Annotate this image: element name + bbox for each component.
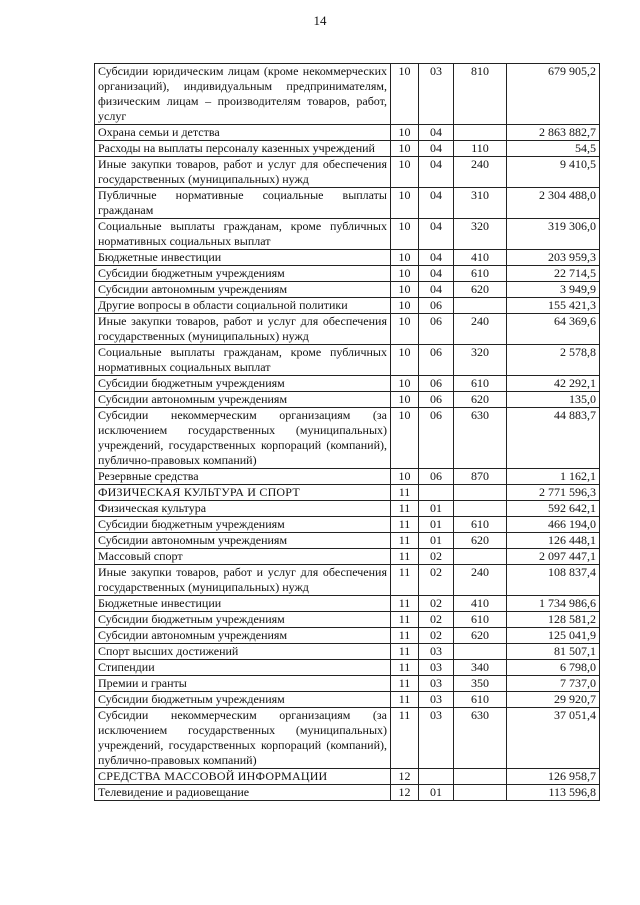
row-name: Субсидии некоммерческим организациям (за исключением государственных (муниципальных) учреждений, государственных корпораций (компаний), публично-правовых компаний) (95, 708, 391, 769)
row-expense-type-code: 410 (454, 596, 507, 612)
row-name: СРЕДСТВА МАССОВОЙ ИНФОРМАЦИИ (95, 769, 391, 785)
row-section-code: 10 (391, 469, 419, 485)
row-subsection-code: 04 (419, 250, 454, 266)
row-amount: 319 306,0 (507, 219, 600, 250)
row-expense-type-code (454, 501, 507, 517)
row-section-code: 10 (391, 188, 419, 219)
row-expense-type-code (454, 485, 507, 501)
row-name: Иные закупки товаров, работ и услуг для обеспечения государственных (муниципальных) нужд (95, 157, 391, 188)
row-expense-type-code: 320 (454, 345, 507, 376)
row-section-code: 12 (391, 785, 419, 801)
table-row (95, 565, 600, 596)
row-expense-type-code: 240 (454, 157, 507, 188)
row-expense-type-code: 620 (454, 628, 507, 644)
row-subsection-code: 06 (419, 376, 454, 392)
table-row (95, 376, 600, 392)
row-amount: 2 578,8 (507, 345, 600, 376)
row-section-code: 11 (391, 565, 419, 596)
row-expense-type-code: 110 (454, 141, 507, 157)
row-subsection-code: 03 (419, 660, 454, 676)
row-amount: 64 369,6 (507, 314, 600, 345)
row-expense-type-code: 620 (454, 533, 507, 549)
table-row (95, 141, 600, 157)
row-name: Премии и гранты (95, 676, 391, 692)
table-row (95, 188, 600, 219)
row-expense-type-code: 410 (454, 250, 507, 266)
table-row (95, 501, 600, 517)
row-subsection-code (419, 769, 454, 785)
row-section-code: 12 (391, 769, 419, 785)
row-amount: 679 905,2 (507, 64, 600, 125)
row-name: Массовый спорт (95, 549, 391, 565)
row-expense-type-code: 630 (454, 408, 507, 469)
row-amount: 466 194,0 (507, 517, 600, 533)
table-row (95, 408, 600, 469)
row-name: ФИЗИЧЕСКАЯ КУЛЬТУРА И СПОРТ (95, 485, 391, 501)
row-name: Субсидии автономным учреждениям (95, 533, 391, 549)
row-name: Социальные выплаты гражданам, кроме публичных нормативных социальных выплат (95, 219, 391, 250)
row-subsection-code: 03 (419, 64, 454, 125)
row-subsection-code: 03 (419, 676, 454, 692)
row-name: Охрана семьи и детства (95, 125, 391, 141)
table-row (95, 64, 600, 125)
row-name: Спорт высших достижений (95, 644, 391, 660)
row-name: Иные закупки товаров, работ и услуг для обеспечения государственных (муниципальных) нужд (95, 314, 391, 345)
row-expense-type-code (454, 644, 507, 660)
row-subsection-code: 02 (419, 549, 454, 565)
row-section-code: 11 (391, 692, 419, 708)
row-amount: 37 051,4 (507, 708, 600, 769)
row-name: Стипендии (95, 660, 391, 676)
row-subsection-code: 02 (419, 612, 454, 628)
row-expense-type-code (454, 549, 507, 565)
row-section-code: 10 (391, 250, 419, 266)
row-amount: 155 421,3 (507, 298, 600, 314)
row-section-code: 11 (391, 596, 419, 612)
row-subsection-code: 02 (419, 596, 454, 612)
table-row (95, 298, 600, 314)
row-section-code: 11 (391, 549, 419, 565)
table-row (95, 692, 600, 708)
row-subsection-code: 06 (419, 392, 454, 408)
row-section-code: 11 (391, 501, 419, 517)
row-section-code: 11 (391, 676, 419, 692)
table-row (95, 266, 600, 282)
row-name: Субсидии юридическим лицам (кроме некоммерческих организаций), индивидуальным предпринимателям, физическим лицам – производителям товаров, работ, услуг (95, 64, 391, 125)
row-name: Публичные нормативные социальные выплаты гражданам (95, 188, 391, 219)
row-amount: 7 737,0 (507, 676, 600, 692)
budget-table-body (95, 64, 600, 801)
table-row-section (95, 485, 600, 501)
row-subsection-code: 04 (419, 125, 454, 141)
row-section-code: 10 (391, 408, 419, 469)
row-name: Резервные средства (95, 469, 391, 485)
row-amount: 2 097 447,1 (507, 549, 600, 565)
row-section-code: 11 (391, 708, 419, 769)
row-amount: 125 041,9 (507, 628, 600, 644)
row-name: Бюджетные инвестиции (95, 250, 391, 266)
row-section-code: 10 (391, 345, 419, 376)
row-name: Другие вопросы в области социальной политики (95, 298, 391, 314)
row-name: Субсидии бюджетным учреждениям (95, 517, 391, 533)
row-subsection-code: 01 (419, 533, 454, 549)
row-subsection-code: 01 (419, 501, 454, 517)
row-amount: 3 949,9 (507, 282, 600, 298)
row-section-code: 11 (391, 612, 419, 628)
table-row (95, 785, 600, 801)
row-expense-type-code (454, 125, 507, 141)
row-amount: 135,0 (507, 392, 600, 408)
row-section-code: 11 (391, 517, 419, 533)
table-row-section (95, 769, 600, 785)
table-row (95, 517, 600, 533)
row-subsection-code: 01 (419, 517, 454, 533)
row-expense-type-code: 350 (454, 676, 507, 692)
table-row (95, 612, 600, 628)
table-row (95, 660, 600, 676)
row-subsection-code: 03 (419, 644, 454, 660)
table-row (95, 628, 600, 644)
row-subsection-code: 06 (419, 408, 454, 469)
row-name: Телевидение и радиовещание (95, 785, 391, 801)
row-section-code: 10 (391, 314, 419, 345)
row-section-code: 11 (391, 644, 419, 660)
row-section-code: 10 (391, 125, 419, 141)
row-name: Субсидии автономным учреждениям (95, 628, 391, 644)
row-subsection-code: 02 (419, 565, 454, 596)
row-section-code: 11 (391, 533, 419, 549)
row-subsection-code: 02 (419, 628, 454, 644)
row-subsection-code: 06 (419, 469, 454, 485)
row-subsection-code: 03 (419, 692, 454, 708)
row-amount: 29 920,7 (507, 692, 600, 708)
row-subsection-code: 03 (419, 708, 454, 769)
row-name: Субсидии автономным учреждениям (95, 392, 391, 408)
row-amount: 9 410,5 (507, 157, 600, 188)
row-section-code: 11 (391, 660, 419, 676)
row-expense-type-code: 610 (454, 517, 507, 533)
table-row (95, 708, 600, 769)
row-expense-type-code: 610 (454, 612, 507, 628)
row-subsection-code: 04 (419, 157, 454, 188)
row-amount: 203 959,3 (507, 250, 600, 266)
row-amount: 2 771 596,3 (507, 485, 600, 501)
row-subsection-code: 06 (419, 298, 454, 314)
row-section-code: 10 (391, 376, 419, 392)
row-expense-type-code: 810 (454, 64, 507, 125)
table-row (95, 314, 600, 345)
row-name: Субсидии бюджетным учреждениям (95, 612, 391, 628)
row-subsection-code: 04 (419, 141, 454, 157)
table-row (95, 345, 600, 376)
row-section-code: 11 (391, 628, 419, 644)
row-expense-type-code: 240 (454, 565, 507, 596)
table-row (95, 676, 600, 692)
row-subsection-code: 04 (419, 266, 454, 282)
row-amount: 126 448,1 (507, 533, 600, 549)
row-name: Субсидии бюджетным учреждениям (95, 376, 391, 392)
budget-table (94, 63, 600, 801)
table-row (95, 533, 600, 549)
row-amount: 108 837,4 (507, 565, 600, 596)
row-name: Социальные выплаты гражданам, кроме публичных нормативных социальных выплат (95, 345, 391, 376)
row-subsection-code: 06 (419, 345, 454, 376)
row-section-code: 10 (391, 219, 419, 250)
table-row (95, 282, 600, 298)
row-name: Субсидии некоммерческим организациям (за исключением государственных (муниципальных) учреждений, государственных корпораций (компаний), публично-правовых компаний) (95, 408, 391, 469)
row-expense-type-code: 340 (454, 660, 507, 676)
row-amount: 81 507,1 (507, 644, 600, 660)
table-row (95, 125, 600, 141)
row-section-code: 10 (391, 298, 419, 314)
row-name: Субсидии автономным учреждениям (95, 282, 391, 298)
row-section-code: 10 (391, 141, 419, 157)
row-section-code: 10 (391, 266, 419, 282)
row-expense-type-code: 610 (454, 692, 507, 708)
row-amount: 42 292,1 (507, 376, 600, 392)
row-subsection-code: 04 (419, 219, 454, 250)
row-expense-type-code: 620 (454, 392, 507, 408)
row-expense-type-code (454, 298, 507, 314)
row-expense-type-code (454, 769, 507, 785)
row-amount: 2 304 488,0 (507, 188, 600, 219)
row-amount: 126 958,7 (507, 769, 600, 785)
row-name: Бюджетные инвестиции (95, 596, 391, 612)
table-row (95, 644, 600, 660)
row-section-code: 10 (391, 64, 419, 125)
row-subsection-code: 04 (419, 282, 454, 298)
table-row (95, 392, 600, 408)
row-expense-type-code (454, 785, 507, 801)
row-subsection-code: 01 (419, 785, 454, 801)
row-expense-type-code: 320 (454, 219, 507, 250)
row-section-code: 10 (391, 157, 419, 188)
table-row (95, 250, 600, 266)
row-amount: 54,5 (507, 141, 600, 157)
row-amount: 6 798,0 (507, 660, 600, 676)
row-amount: 592 642,1 (507, 501, 600, 517)
row-subsection-code: 06 (419, 314, 454, 345)
row-expense-type-code: 610 (454, 376, 507, 392)
row-amount: 22 714,5 (507, 266, 600, 282)
table-row (95, 219, 600, 250)
table-row (95, 469, 600, 485)
row-section-code: 11 (391, 485, 419, 501)
row-amount: 128 581,2 (507, 612, 600, 628)
row-expense-type-code: 870 (454, 469, 507, 485)
row-amount: 1 734 986,6 (507, 596, 600, 612)
row-amount: 113 596,8 (507, 785, 600, 801)
row-expense-type-code: 620 (454, 282, 507, 298)
row-amount: 2 863 882,7 (507, 125, 600, 141)
row-name: Физическая культура (95, 501, 391, 517)
row-name: Субсидии бюджетным учреждениям (95, 266, 391, 282)
row-expense-type-code: 610 (454, 266, 507, 282)
table-row (95, 157, 600, 188)
row-subsection-code (419, 485, 454, 501)
row-section-code: 10 (391, 392, 419, 408)
row-expense-type-code: 310 (454, 188, 507, 219)
row-name: Субсидии бюджетным учреждениям (95, 692, 391, 708)
row-name: Расходы на выплаты персоналу казенных учреждений (95, 141, 391, 157)
row-expense-type-code: 240 (454, 314, 507, 345)
row-name: Иные закупки товаров, работ и услуг для обеспечения государственных (муниципальных) нужд (95, 565, 391, 596)
page-number: 14 (313, 13, 327, 28)
table-row (95, 549, 600, 565)
row-section-code: 10 (391, 282, 419, 298)
row-amount: 44 883,7 (507, 408, 600, 469)
row-subsection-code: 04 (419, 188, 454, 219)
row-expense-type-code: 630 (454, 708, 507, 769)
row-amount: 1 162,1 (507, 469, 600, 485)
table-row (95, 596, 600, 612)
